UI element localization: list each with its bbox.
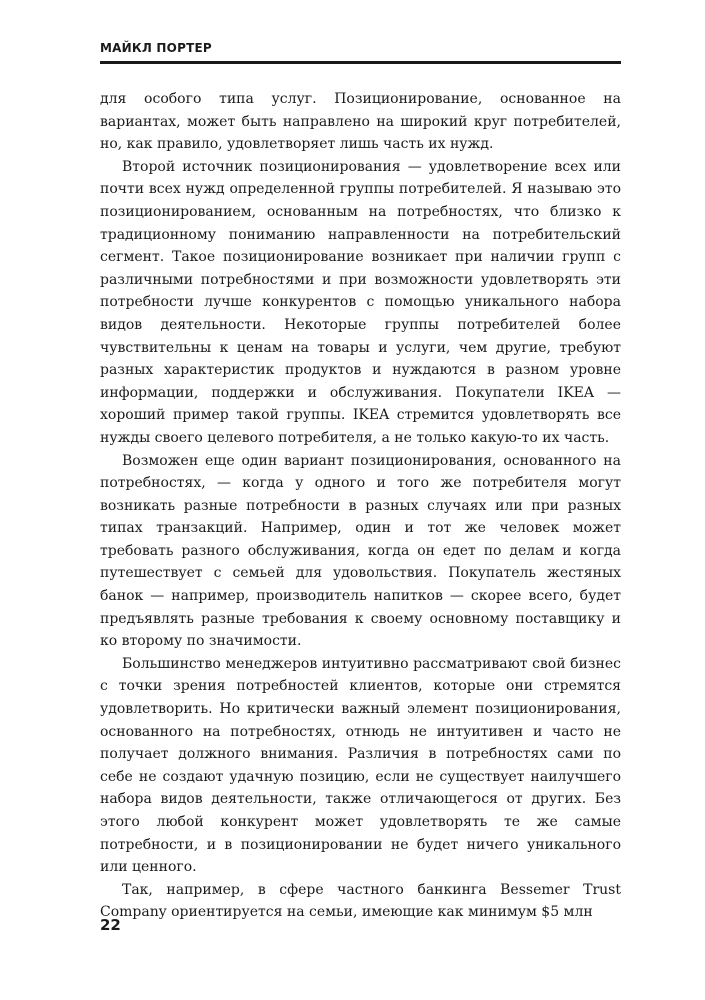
- paragraph: Возможен еще один вариант позиционирования, основанного на потребностях, — когда у одного и того же потребителя могут возникать разные потребности в разных случаях или при разных типах транзакций. Например, один и тот же человек может требовать разного обслуживания, когда он едет по делам и когда путешествует с семьей для удовольствия. Покупатель жестяных банок — например, производитель напитков — скорее всего, будет предъявлять разные требования к своему основному поставщику и ко второму по значимости.: [100, 452, 621, 650]
- body-text: [100, 88, 621, 924]
- running-header: МАЙКЛ ПОРТЕР: [100, 41, 212, 55]
- header-rule: [100, 61, 621, 64]
- paragraph: Второй источник позиционирования — удовлетворение всех или почти всех нужд определенной группы потребителей. Я называю это позиционированием, основанным на потребностях, что близко к традиционному пониманию направленности на потребительский сегмент. Такое позиционирование возникает при наличии групп с различными потребностями и при возможности удовлетворять эти потребности лучше конкурентов с помощью уникального набора видов деятельности. Некоторые группы потребителей более чувствительны к ценам на товары и услуги, чем другие, требуют разных характеристик продуктов и нуждаются в разном уровне информации, поддержки и обслуживания. Покупатели IKEA — хороший пример такой группы. IKEA стремится удовлетворять все нужды своего целевого потребителя, а не только какую-то их часть.: [100, 158, 621, 446]
- page-number: 22: [100, 916, 121, 934]
- paragraph: Большинство менеджеров интуитивно рассматривают свой бизнес с точки зрения потребностей клиентов, которые они стремятся удовлетворить. Но критически важный элемент позиционирования, основанного на потребностях, отнюдь не интуитивен и часто не получает должного внимания. Различия в потребностях сами по себе не создают удачную позицию, если не существует наилучшего набора видов деятельности, также отличающегося от других. Без этого любой конкурент может удовлетворять те же самые потребности, и в позиционировании не будет ничего уникального или ценного.: [100, 655, 621, 876]
- paragraph: Так, например, в сфере частного банкинга Bessemer Trust Company ориентируется на семьи, имеющие как минимум $5 млн: [100, 881, 621, 921]
- paragraph-continued: для особого типа услуг. Позиционирование, основанное на вариантах, может быть направлено на широкий круг потребителей, но, как правило, удовлетворяет лишь часть их нужд.: [100, 91, 621, 153]
